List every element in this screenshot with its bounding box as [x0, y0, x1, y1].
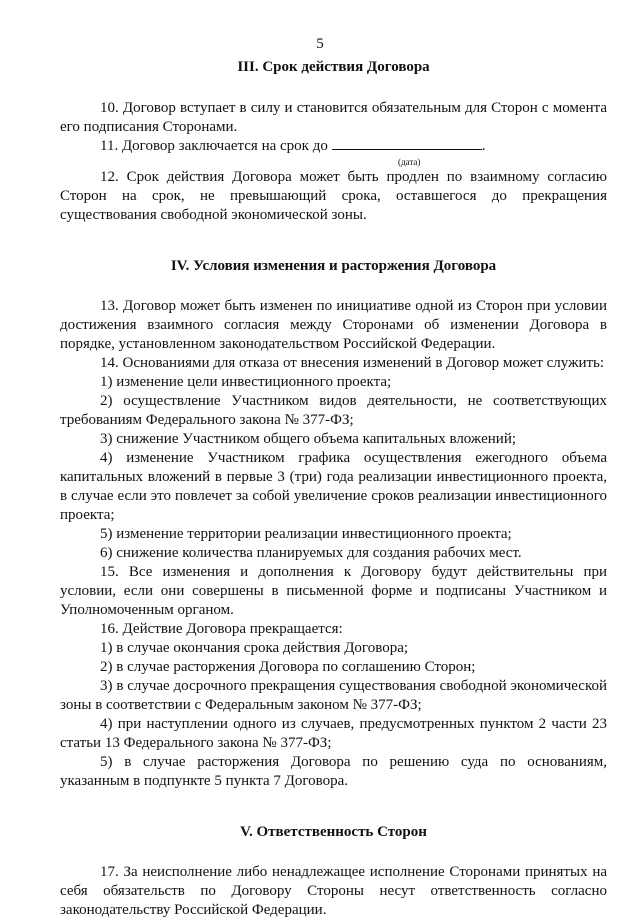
clause-13: 13. Договор может быть изменен по инициативе одной из Сторон при условии достижения взаимного согласия между Сторонами об изменении Договора в порядке, установленном законодательством Российской Федерации.	[60, 298, 607, 352]
clause-14-item-3: 3) снижение Участником общего объема капитальных вложений;	[100, 431, 517, 447]
clause-10: 10. Договор вступает в силу и становится обязательным для Сторон с момента его подписания Сторонами.	[60, 100, 607, 135]
section-heading-amendment: IV. Условия изменения и расторжения Договора	[170, 258, 497, 274]
page-number: 5	[316, 36, 324, 52]
date-caption: (дата)	[398, 157, 421, 167]
clause-16-item-4: 4) при наступлении одного из случаев, предусмотренных пунктом 2 части 23 статьи 13 Федерального закона № 377-ФЗ;	[60, 716, 607, 751]
clause-14-item-1: 1) изменение цели инвестиционного проекта;	[100, 374, 392, 390]
clause-14-item-6: 6) снижение количества планируемых для создания рабочих мест.	[100, 545, 522, 561]
clause-17: 17. За неисполнение либо ненадлежащее исполнение Сторонами принятых на себя обязательств по Договору Стороны несут ответственность согласно законодательству Российской Федерации.	[60, 864, 607, 917]
clause-14-item-4: 4) изменение Участником графика осуществления ежегодного объема капитальных вложений в первые 3 (три) года реализации инвестиционного проекта, в случае если это повлечет за собой увеличение сроков реализации инвестиционного проекта;	[60, 450, 607, 523]
clause-14-item-5: 5) изменение территории реализации инвестиционного проекта;	[100, 526, 512, 542]
section-heading-term: III. Срок действия Договора	[237, 59, 430, 75]
clause-16-item-2: 2) в случае расторжения Договора по соглашению Сторон;	[100, 659, 476, 675]
clause-11-end: .	[481, 138, 486, 154]
clause-14-item-2: 2) осуществление Участником видов деятельности, не соответствующих требованиям Федерального закона № 377-ФЗ;	[60, 393, 607, 428]
document-body	[60, 58, 607, 917]
date-blank-line	[332, 137, 482, 150]
clause-14: 14. Основаниями для отказа от внесения изменений в Договор может служить:	[100, 355, 605, 371]
clause-16-item-1: 1) в случае окончания срока действия Договора;	[100, 640, 409, 656]
clause-16: 16. Действие Договора прекращается:	[100, 621, 343, 637]
clause-11	[60, 137, 607, 156]
clause-12: 12. Срок действия Договора может быть продлен по взаимному согласию Сторон на срок, не превышающий срока, оставшегося до прекращения существования свободной экономической зоны.	[60, 169, 607, 223]
section-heading-liability: V. Ответственность Сторон	[240, 824, 427, 840]
clause-16-item-5: 5) в случае расторжения Договора по решению суда по основаниям, указанным в подпункте 5 пункта 7 Договора.	[60, 754, 607, 789]
clause-11-text: 11. Договор заключается на срок до	[100, 138, 328, 154]
clause-16-item-3: 3) в случае досрочного прекращения существования свободной экономической зоны в соответствии с Федеральным законом № 377-ФЗ;	[60, 678, 607, 713]
clause-15: 15. Все изменения и дополнения к Договору будут действительны при условии, если они совершены в письменной форме и подписаны Участником и Уполномоченным органом.	[60, 564, 607, 618]
